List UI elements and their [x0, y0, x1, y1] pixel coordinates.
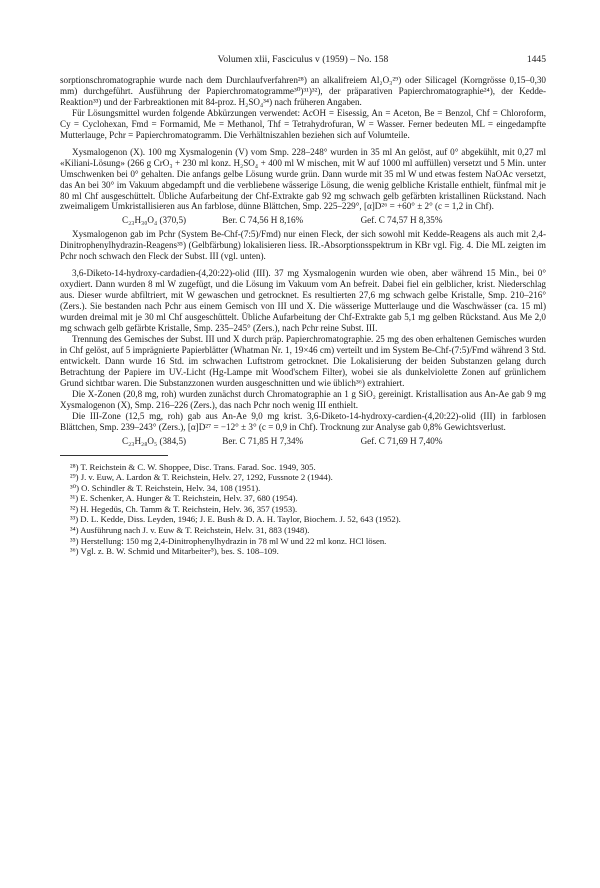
- footnote: ³¹) E. Schenker, A. Hunger & T. Reichstein, Helv. 37, 680 (1954).: [70, 493, 298, 504]
- running-title: Volumen xlii, Fasciculus v (1959) – No. 158: [217, 54, 389, 65]
- paragraph-separation: Trennung des Gemisches der Subst. III und X durch präp. Papierchromatographie. 25 mg des oben erhaltenen Gemisches wurden in Chf gelöst, auf 5 imprägnierte Papierblätter (Whatman Nr. 1, 19×46 cm) verteilt und im System Be-Chf-(7:5)/Fmd während 3 Std. entwickelt. Dann wurde 16 Std. im schwachen Luftstrom getrocknet. Die Lokalisierung der beiden Substanzen gelang durch Betrachtung der Papiere im UV.-Licht (Hg-Lampe mit Wood'schem Filter), wobei sie als dunkelviolette Zonen auf grünlichem Grund sichtbar waren. Die Substanzzonen wurden ausgeschnitten und wie üblich³⁶) extrahiert.: [60, 333, 546, 388]
- footnote: ²⁸) T. Reichstein & C. W. Shoppee, Disc. Trans. Farad. Soc. 1949, 305.: [70, 461, 316, 472]
- journal-page: [60, 0, 546, 888]
- footnote: ²⁹) J. v. Euw, A. Lardon & T. Reichstein, Helv. 27, 1292, Fussnote 2 (1944).: [70, 472, 333, 483]
- footnote: ³⁴) Ausführung nach J. v. Euw & T. Reichstein, Helv. 31, 883 (1948).: [70, 525, 310, 536]
- calculated-values: Ber. C 74,56 H 8,16%: [222, 215, 304, 226]
- paragraph-iii-zone: Die III-Zone (12,5 mg, roh) gab aus An-Ae 9,0 mg krist. 3,6-Diketo-14-hydroxy-cardien-(4,20:22)-olid (III) in farblosen Blättchen, Smp. 239–243° (Zers.), [α]D²⁷ = −12° ± 3° (c = 0,9 in Chf). Trocknung zur Analyse gab 0,8% Gewichtsverlust.: [60, 410, 546, 432]
- paragraph-pchr: Xysmalogenon gab im Pchr (System Be-Chf-(7:5)/Fmd) nur einen Fleck, der sich sowohl mit Kedde-Reagens als auch mit 2,4-Dinitrophenylhydrazin-Reagens³⁵) (Gelbfärbung) lokalisieren liess. IR.-Absorptionsspektrum in KBr vgl. Fig. 4. Die ML zeigten im Pchr noch schwach den Fleck der Subst. III (vgl. unten).: [60, 229, 546, 262]
- found-values: Gef. C 71,69 H 7,40%: [360, 435, 443, 446]
- paragraph-x-zones: Die X-Zonen (20,8 mg, roh) wurden zunächst durch Chromatographie an 1 g SiO₂ gereinigt. Kristallisation aus An-Ae gab 9 mg Xysmalogenon (X), Smp. 216–226 (Zers.), das nach Pchr noch wenig III enthielt.: [60, 388, 546, 410]
- footnote: ³⁶) Vgl. z. B. W. Schmid und Mitarbeiter⁵), bes. S. 108–109.: [70, 546, 279, 557]
- footnotes: [60, 462, 546, 557]
- footnote: ³³) D. L. Kedde, Diss. Leyden, 1946; J. E. Bush & D. A. H. Taylor, Biochem. J. 52, 643 (1952).: [70, 514, 401, 525]
- page-header: [60, 54, 546, 68]
- footnote-divider: [60, 455, 168, 456]
- paragraph-abbreviations: Für Lösungsmittel wurden folgende Abkürzungen verwendet: AcOH = Eisessig, An = Aceton, Be = Benzol, Chf = Chloroform, Cy = Cyclohexan, Fmd = Formamid, Me = Methanol, Thf = Tetrahydrofuran, W = Wasser. Ferner bedeuten ML = eingedampfte Mutterlauge, Pchr = Papierchromatogramm. Die Verhältniszahlen beziehen sich auf Volumteile.: [60, 107, 546, 140]
- calculated-values: Ber. C 71,85 H 7,34%: [222, 435, 304, 446]
- page-number: 1445: [526, 54, 546, 65]
- molecular-formula: C₂₃H₂₈O₅ (384,5): [122, 435, 187, 446]
- analysis-line-1: [60, 215, 546, 226]
- paragraph-diketo: 3,6-Diketo-14-hydroxy-cardadien-(4,20:22)-olid (III). 37 mg Xysmalogenin wurden wie oben, aber während 15 Min., bei 0° oxydiert. Dann wurden 8 ml W zugefügt, und die Lösung im Vakuum vom An befreit. Dabei fiel ein gelblicher, krist. Niederschlag aus. Dieser wurde abfiltriert, mit W gewaschen und getrocknet. Es resultierten 27,6 mg schwach gelbe Kristalle, Smp. 210–216° (Zers.). Sie bestanden nach Pchr aus einem Gemisch von III und X. Die wässerige Mutterlauge und die Waschwässer (ca. 15 ml) wurden dreimal mit je 30 ml Chf ausgeschüttelt. Übliche Aufarbeitung der Chf-Extrakte gab 5,1 mg gelben Rückstand. Aus Me 2,0 mg schwach gelb gefärbte Kristalle, Smp. 235–245° (Zers.), nach Pchr reine Subst. III.: [60, 268, 546, 334]
- footnote: ³⁵) Herstellung: 150 mg 2,4-Dinitrophenylhydrazin in 78 ml W und 22 ml konz. HCl lösen.: [70, 535, 387, 546]
- article-body: [60, 75, 546, 557]
- analysis-line-2: [60, 436, 546, 447]
- found-values: Gef. C 74,57 H 8,35%: [360, 215, 443, 226]
- molecular-formula: C₂₃H₃₀O₄ (370,5): [122, 215, 187, 226]
- paragraph-methods: sorptionschromatographie wurde nach dem Durchlaufverfahren²⁸) an alkalifreiem Al₂O₃²⁹) oder Silicagel (Korngrösse 0,15–0,30 mm) durchgeführt. Ausführung der Papierchromatogramme³⁰)³¹)³²), der präparativen Papierchromatographie²⁴), der Kedde-Reaktion³³) und der Farbreaktionen mit 84-proz. H₂SO₄³⁴) nach früheren Angaben.: [60, 75, 546, 107]
- paragraph-xysmalogenon: Xysmalogenon (X). 100 mg Xysmalogenin (V) vom Smp. 228–248° wurden in 35 ml An gelöst, auf 0° abgekühlt, mit 0,27 ml «Kiliani-Lösung» (266 g CrO₃ + 230 ml konz. H₂SO₄ + 400 ml W mischen, mit W auf 1000 ml auffüllen) versetzt und 5 Min. unter Umschwenken bei 0° gehalten. Die anfangs gelbe Lösung wurde grün. Dann wurde mit 35 ml W und etwas festem NaOAc versetzt, das An bei 30° im Vakuum abgedampft und die verbliebene wässerige Lösung, die wenig gelbliche Kristalle enthielt, fünfmal mit je 80 ml Chf ausgeschüttelt. Übliche Aufarbeitung der Chf-Extrakte gab 92 mg schwach gelb gefärbten kristallinen Rückstand. Nach zweimaligem Umkristallisieren aus An farblose, dünne Blättchen, Smp. 225–229°, [α]D²⁶ = +60° ± 2° (c = 1,2 in Chf).: [60, 146, 546, 212]
- footnote: ³⁰) O. Schindler & T. Reichstein, Helv. 34, 108 (1951).: [70, 482, 261, 493]
- footnote: ³²) H. Hegedüs, Ch. Tamm & T. Reichstein, Helv. 36, 357 (1953).: [70, 503, 298, 514]
